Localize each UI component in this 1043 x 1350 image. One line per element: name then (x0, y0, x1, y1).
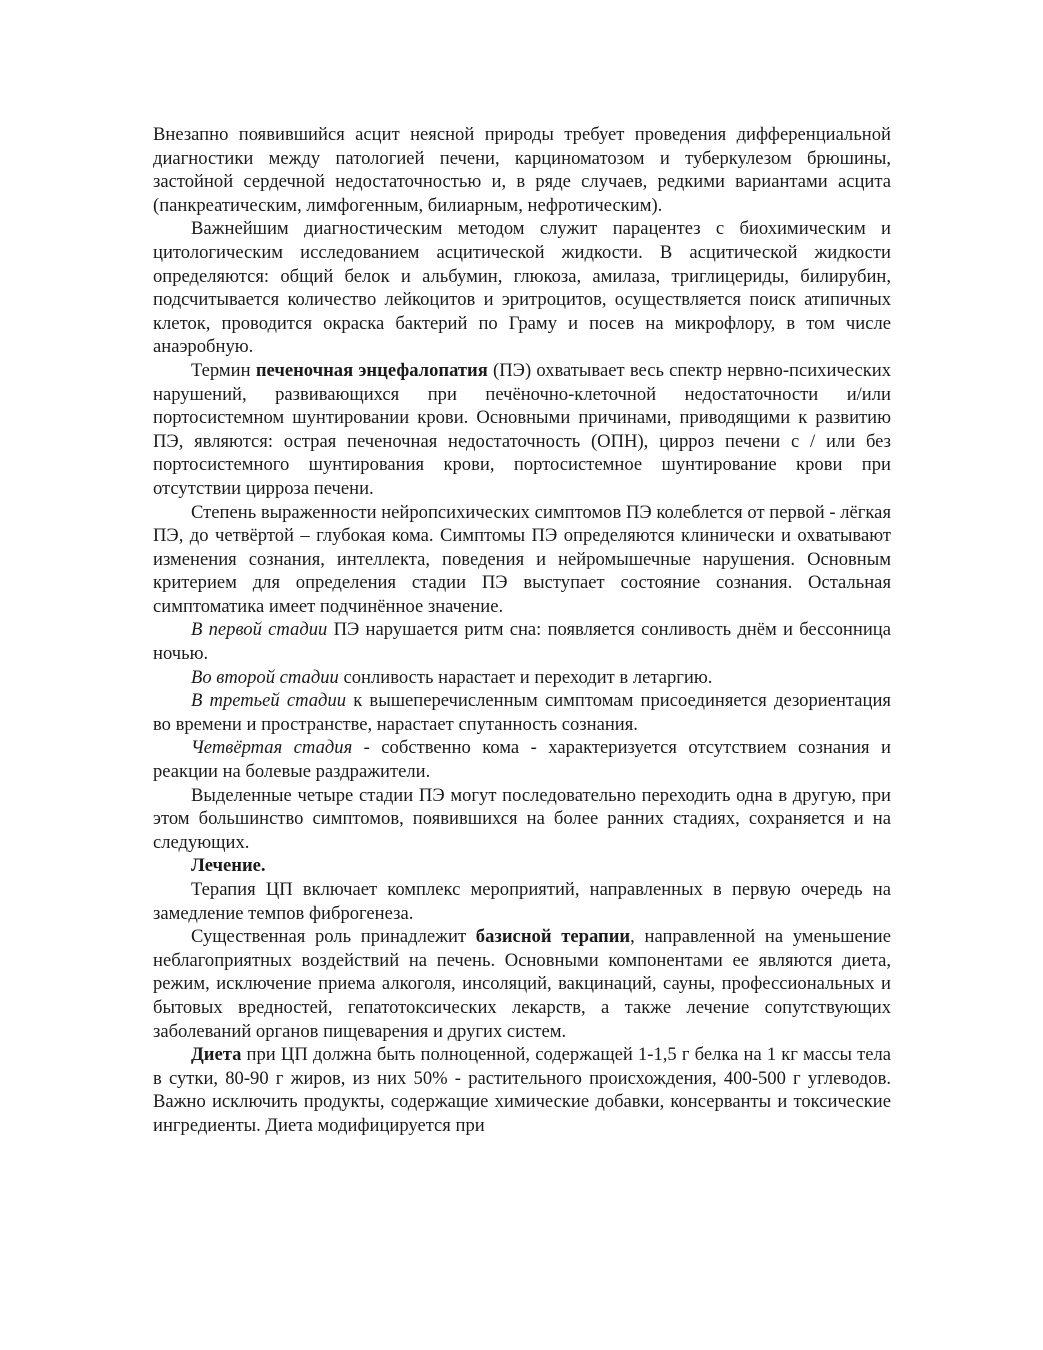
paragraph-text-pre: Термин (191, 359, 256, 381)
paragraph-ascites-differential (153, 123, 891, 217)
paragraph-text-pre: Существенная роль принадлежит (191, 926, 476, 948)
paragraph-text: ПЭ нарушается ритм сна: появляется сонливость днём и бессонница ночью. (153, 619, 891, 665)
paragraph-text: Степень выраженности нейропсихических симптомов ПЭ колеблется от первой - лёгкая ПЭ, до четвёртой – глубокая кома. Симптомы ПЭ определяются клинически и охватывают изменения сознания, интеллекта, поведения и нейромышечные нарушения. Основным критерием для определения стадии ПЭ выступает состояние сознания. Остальная симптоматика имеет подчинённое значение. (153, 501, 891, 617)
paragraph-text: Терапия ЦП включает комплекс мероприятий, направленных в первую очередь на замедление темпов фиброгенеза. (153, 879, 891, 924)
stage-4-label: Четвёртая стадия (191, 737, 353, 759)
paragraph-text: - собственно кома - характеризуется отсутствием сознания и реакции на болевые раздражители. (153, 737, 891, 783)
section-heading-treatment (153, 854, 891, 878)
paragraph-encephalopathy-severity (153, 501, 891, 619)
stage-3-label: В третьей стадии (191, 690, 347, 712)
paragraph-stage-1 (153, 618, 891, 665)
term-basic-therapy: базисной терапии (475, 926, 631, 948)
paragraph-stage-2 (153, 666, 891, 690)
paragraph-encephalopathy-definition (153, 359, 891, 501)
paragraph-paracentesis (153, 217, 891, 359)
heading-text: Лечение. (191, 855, 266, 877)
stage-2-label: Во второй стадии (191, 666, 339, 688)
paragraph-text: сонливость нарастает и переходит в летаргию. (338, 666, 713, 688)
paragraph-text: при ЦП должна быть полноценной, содержащей 1-1,5 г белка на 1 кг массы тела в сутки, 80-90 г жиров, из них 50% - растительного происхождения, 400-500 г углеводов. Важно исключить продукты, содержащие химические добавки, консерванты и токсические ингредиенты. Диета модифицируется при (153, 1044, 891, 1136)
paragraph-stage-3 (153, 689, 891, 736)
document-body (153, 123, 891, 1138)
paragraph-text: к вышеперечисленным симптомам присоединяется дезориентация во времени и пространстве, нарастает спутанность сознания. (153, 690, 891, 735)
paragraph-diet (153, 1043, 891, 1137)
paragraph-text: Важнейшим диагностическим методом служит парацентез с биохимическим и цитологическим исследованием асцитической жидкости. В асцитической жидкости определяются: общий белок и альбумин, глюкоза, амилаза, триглицериды, билирубин, подсчитывается количество лейкоцитов и эритроцитов, осуществляется поиск атипичных клеток, проводится окраска бактерий по Граму и посев на микрофлору, в том числе анаэробную. (153, 218, 891, 358)
stage-1-label: В первой стадии (191, 619, 328, 641)
paragraph-text: Выделенные четыре стадии ПЭ могут последовательно переходить одна в другую, при этом большинство симптомов, появившихся на более ранних стадиях, сохраняется и на следующих. (153, 784, 891, 853)
paragraph-stage-4 (153, 736, 891, 783)
paragraph-text-post: (ПЭ) охватывает весь спектр нервно-психических нарушений, развивающихся при печёночно-клеточной недостаточности и/или портосистемном шунтировании крови. Основными причинами, приводящими к развитию ПЭ, являются: острая печеночная недостаточность (ОПН), цирроз печени с / или без портосистемного шунтирования крови, портосистемное шунтирование крови при отсутствии цирроза печени. (153, 359, 892, 499)
paragraph-text-post: , направленной на уменьшение неблагоприятных воздействий на печень. Основными компонентами ее являются диета, режим, исключение приема алкоголя, инсоляций, вакцинаций, сауны, профессиональных и бытовых вредностей, гепатотоксических лекарств, а также лечение сопутствующих заболеваний органов пищеварения и других систем. (153, 926, 891, 1042)
paragraph-basic-therapy (153, 925, 891, 1043)
paragraph-therapy-overview (153, 878, 891, 925)
paragraph-stage-transition (153, 784, 891, 855)
term-hepatic-encephalopathy: печеночная энцефалопатия (255, 359, 488, 381)
term-diet: Диета (191, 1044, 242, 1066)
paragraph-text: Внезапно появившийся асцит неясной природы требует проведения дифференциальной диагностики между патологией печени, карциноматозом и туберкулезом брюшины, застойной сердечной недостаточностью и, в ряде случаев, редкими вариантами асцита (панкреатическим, лимфогенным, билиарным, нефротическим). (153, 124, 891, 216)
